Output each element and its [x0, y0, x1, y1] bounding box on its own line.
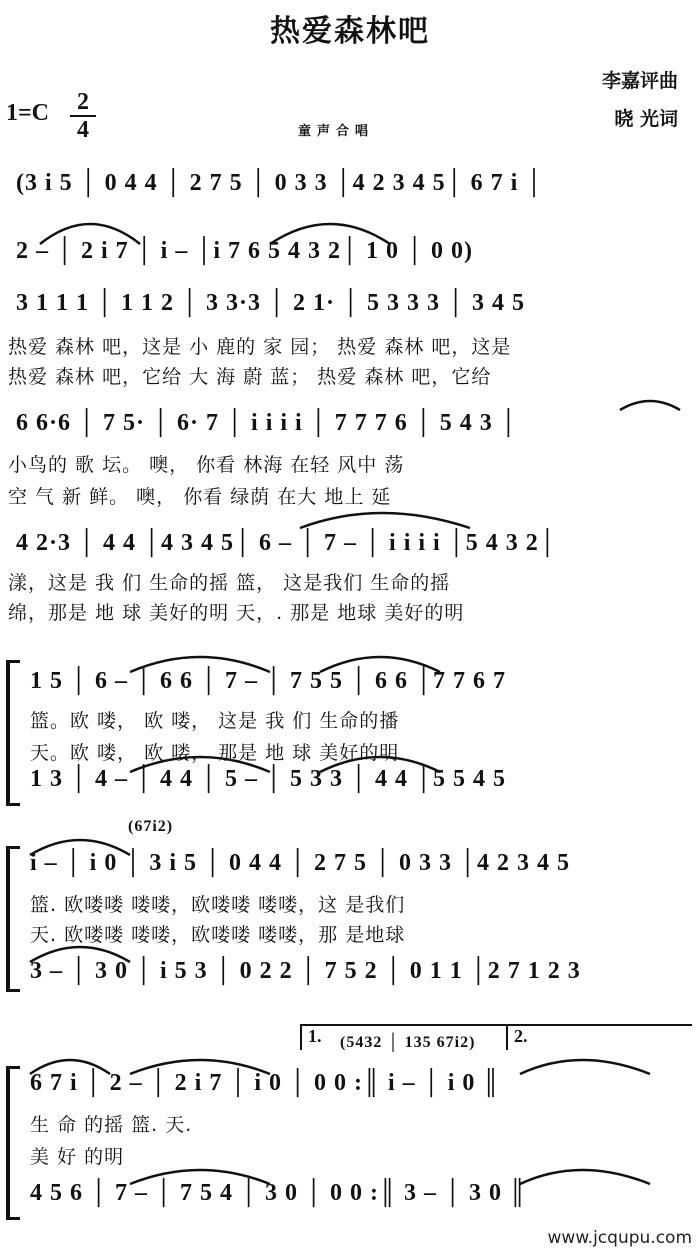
- notation-line-7-lower: 3 – │ 3 0 │ i 5 3 │ 0 2 2 │ 7 5 2 │ 0 1 1 │2 7 1 2 3: [30, 958, 581, 984]
- slur-2: [270, 224, 390, 244]
- slur-12: [130, 1060, 270, 1074]
- key-signature: 1=C: [6, 100, 50, 126]
- lyric-line-7-verse-1: 篮. 欧喽喽 喽喽，欧喽喽 喽喽，这 是我们: [30, 894, 406, 916]
- lyric-line-4-verse-2: 空 气 新 鲜。 噢， 你看 绿荫 在大 地上 延: [8, 486, 392, 508]
- slur-5: [130, 657, 270, 672]
- notation-line-7-upper: i – │ i 0 │ 3 i 5 │ 0 4 4 │ 2 7 5 │ 0 3 3 │4 2 3 4 5: [30, 850, 571, 876]
- lyric-line-5-verse-2: 绵，那是 地 球 美好的明 天，. 那是 地球 美好的明: [8, 602, 465, 624]
- composer-credit: 李嘉评曲: [601, 70, 678, 92]
- lyric-line-6-verse-2: 天。欧 喽， 欧 喽， 那是 地 球 美好的明: [30, 742, 400, 764]
- slur-10: [30, 947, 130, 962]
- notation-line-3: 3 1 1 1 │ 1 1 2 │ 3 3·3 │ 2 1· │ 5 3 3 3 │ 3 4 5: [16, 290, 526, 316]
- lyric-line-6-verse-1: 篮。欧 喽， 欧 喽， 这是 我 们 生命的播: [30, 710, 400, 732]
- lyric-line-4-verse-1: 小鸟的 歌 坛。 噢， 你看 林海 在轻 风中 荡: [8, 454, 405, 476]
- slur-8: [320, 757, 440, 772]
- lyric-line-3-verse-2: 热爱 森林 吧，它给 大 海 蔚 蓝； 热爱 森林 吧，它给: [8, 366, 492, 388]
- grace-notes-7: (67i2): [128, 818, 174, 835]
- slur-3: [620, 401, 680, 410]
- slur-1: [40, 224, 140, 244]
- lyricist-credit: 晓 光词: [614, 108, 678, 130]
- slur-13: [520, 1060, 650, 1074]
- slur-7: [130, 757, 270, 772]
- performance-note: 童声合唱: [298, 124, 375, 139]
- slur-9: [30, 840, 130, 855]
- notation-line-6-upper: 1 5 │ 6 – │ 6 6 │ 7 – │ 7 5 5 │ 6 6 │7 7 6 7: [30, 668, 507, 694]
- volta-1-label: 1.: [308, 1026, 322, 1046]
- lyric-line-5-verse-1: 漾，这是 我 们 生命的摇 篮， 这是我们 生命的摇: [8, 572, 451, 594]
- volta-2-label: 2.: [514, 1026, 528, 1046]
- notation-line-4: 6 6·6 │ 7 5· │ 6· 7 │ i i i i │ 7 7 7 6 │ 5 4 3 │: [16, 410, 518, 436]
- time-sig-numerator: 2: [77, 89, 89, 115]
- notation-line-2: 2 – │ 2 i 7 │ i – │i 7 6 5 4 3 2│ 1 0 │ 0 0): [16, 238, 474, 264]
- song-title: 热爱森林吧: [270, 14, 430, 49]
- lyric-line-8-verse-2: 美 好 的明: [30, 1146, 125, 1168]
- notation-line-5: 4 2·3 │ 4 4 │4 3 4 5│ 6 – │ 7 – │ i i i i │5 4 3 2│: [16, 530, 557, 556]
- slur-11: [30, 1060, 110, 1074]
- notation-line-8-upper: 6 7 i │ 2 – │ 2 i 7 │ i 0 │ 0 0 :║ i – │ i 0 ║: [30, 1070, 501, 1096]
- notation-line-6-lower: 1 3 │ 4 – │ 4 4 │ 5 – │ 5 3 3 │ 4 4 │5 5 4 5: [30, 766, 507, 792]
- volta-1-grace-notes: (5432 │ 135 67i2): [340, 1034, 476, 1051]
- lyric-line-7-verse-2: 天. 欧喽喽 喽喽，欧喽喽 喽喽，那 是地球: [30, 924, 406, 946]
- slur-14: [130, 1170, 270, 1184]
- lyric-line-3-verse-1: 热爱 森林 吧，这是 小 鹿的 家 园； 热爱 森林 吧，这是: [8, 336, 512, 358]
- notation-line-1: (3 i 5 │ 0 4 4 │ 2 7 5 │ 0 3 3 │4 2 3 4 5│ 6 7 i │: [16, 170, 544, 196]
- lyric-line-8-verse-1: 生 命 的摇 篮. 天.: [30, 1114, 193, 1136]
- time-sig-denominator: 4: [77, 117, 89, 143]
- watermark: www.jcqupu.com: [547, 1228, 692, 1248]
- slur-4: [300, 513, 470, 528]
- notation-line-8-lower: 4 5 6 │ 7 – │ 7 5 4 │ 3 0 │ 0 0 :║ 3 – │ 3 0 ║: [30, 1180, 528, 1206]
- slur-15: [520, 1170, 650, 1184]
- slur-6: [320, 657, 440, 672]
